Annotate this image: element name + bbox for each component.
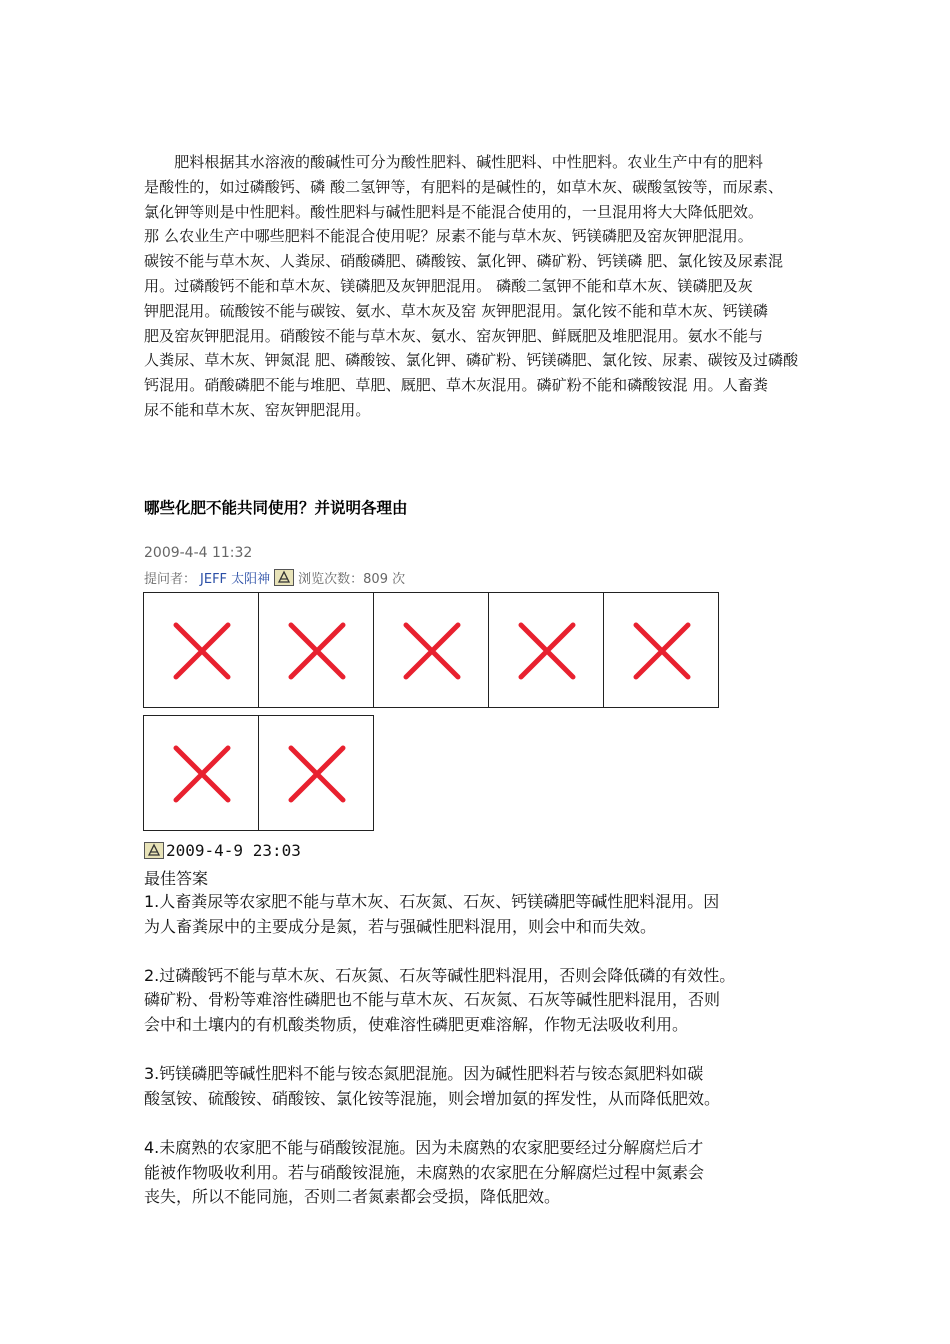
question-date: 2009-4-4 11:32 xyxy=(144,545,253,561)
broken-image xyxy=(143,592,259,708)
broken-image-x-icon xyxy=(173,622,231,680)
broken-image-x-icon xyxy=(518,622,576,680)
question-meta xyxy=(144,568,405,587)
user-level-icon xyxy=(274,569,294,586)
answer-item-number: 4. xyxy=(144,1137,160,1157)
answer-item-text: 人畜粪尿等农家肥不能与草木灰、石灰氮、石灰、钙镁磷肥等碱性肥料混用。因 为人畜粪尿中的主要成分是氮，若与强碱性肥料混用，则会中和而失效。 xyxy=(144,892,720,936)
views-count: 浏览次数：809 次 xyxy=(298,572,406,587)
answer-item xyxy=(144,1062,834,1111)
answer-item xyxy=(144,1136,834,1210)
broken-image-x-icon xyxy=(633,622,691,680)
question-title: 哪些化肥不能共同使用？并说明各理由 xyxy=(144,499,408,517)
asker-link[interactable]: JEFF 太阳神 xyxy=(200,572,271,587)
answerer-level-icon xyxy=(144,842,164,859)
best-answer-label: 最佳答案 xyxy=(144,869,209,888)
intro-section xyxy=(144,150,820,423)
broken-image xyxy=(258,592,374,708)
answer-item-number: 3. xyxy=(144,1064,160,1084)
broken-image-x-icon xyxy=(173,745,231,803)
answer-item-text: 未腐熟的农家肥不能与硝酸铵混施。因为未腐熟的农家肥要经过分解腐烂后才 能被作物吸收利用。若与硝酸铵混施，未腐熟的农家肥在分解腐烂过程中氮素会 丧失，所以不能同施，否则二者氮素都会受损，降低肥效。 xyxy=(144,1137,705,1207)
answer-item-text: 钙镁磷肥等碱性肥料不能与铵态氮肥混施。因为碱性肥料若与铵态氮肥料如碳 酸氢铵、硫酸铵、硝酸铵、氯化铵等混施，则会增加氨的挥发性，从而降低肥效。 xyxy=(144,1064,721,1108)
asker-label: 提问者： xyxy=(144,572,197,587)
answer-item-number: 2. xyxy=(144,965,160,985)
answer-item xyxy=(144,964,834,1038)
answer-item xyxy=(144,890,834,939)
broken-image-x-icon xyxy=(403,622,461,680)
intro-paragraph: 肥料根据其水溶液的酸碱性可分为酸性肥料、碱性肥料、中性肥料。农业生产中有的肥料 是酸性的，如过磷酸钙、磷 酸二氢钾等，有肥料的是碱性的，如草木灰、碳酸氢铵等，而尿素、 氯化钾等则是中性肥料。酸性肥料与碱性肥料是不能混合使用的，一旦混用将大大降低肥效。 那 么农业生产中哪些肥料不能混合使用呢？尿素不能与草木灰、钙镁磷肥及窑灰钾肥混用。 碳铵不能与草木灰、人粪尿、硝酸磷肥、磷酸铵、氯化钾、磷矿粉、钙镁磷 肥、氯化铵及尿素混 用。过磷酸钙不能和草木灰、镁磷肥及灰钾肥混用。 磷酸二氢钾不能和草木灰、镁磷肥及灰 钾肥混用。硫酸铵不能与碳铵、氨水、草木灰及窑 灰钾肥混用。氯化铵不能和草木灰、钙镁磷 肥及窑灰钾肥混用。硝酸铵不能与草木灰、氨水、窑灰钾肥、鲜厩肥及堆肥混用。氨水不能与 人粪尿、草木灰、钾氮混 肥、磷酸铵、氯化钾、磷矿粉、钙镁磷肥、氯化铵、尿素、碳铵及过磷酸 钙混用。硝酸磷肥不能与堆肥、草肥、厩肥、草木灰混用。磷矿粉不能和磷酸铵混 用。人畜粪 尿不能和草木灰、窑灰钾肥混用。 xyxy=(144,153,799,419)
answer-date-line xyxy=(144,841,301,860)
broken-image-x-icon xyxy=(288,745,346,803)
broken-image xyxy=(258,715,374,831)
broken-image xyxy=(603,592,719,708)
broken-image xyxy=(373,592,489,708)
broken-image-x-icon xyxy=(288,622,346,680)
answer-item-number: 1. xyxy=(144,892,160,911)
answer-date: 2009-4-9 23:03 xyxy=(166,841,301,860)
answer-item-text: 过磷酸钙不能与草木灰、石灰氮、石灰等碱性肥料混用，否则会降低磷的有效性。 磷矿粉、骨粉等难溶性磷肥也不能与草木灰、石灰氮、石灰等碱性肥料混用，否则 会中和土壤内的有机酸类物质，使难溶性磷肥更难溶解，作物无法吸收利用。 xyxy=(144,965,736,1034)
answer-list xyxy=(144,890,834,1234)
broken-image xyxy=(143,715,259,831)
broken-image xyxy=(488,592,604,708)
